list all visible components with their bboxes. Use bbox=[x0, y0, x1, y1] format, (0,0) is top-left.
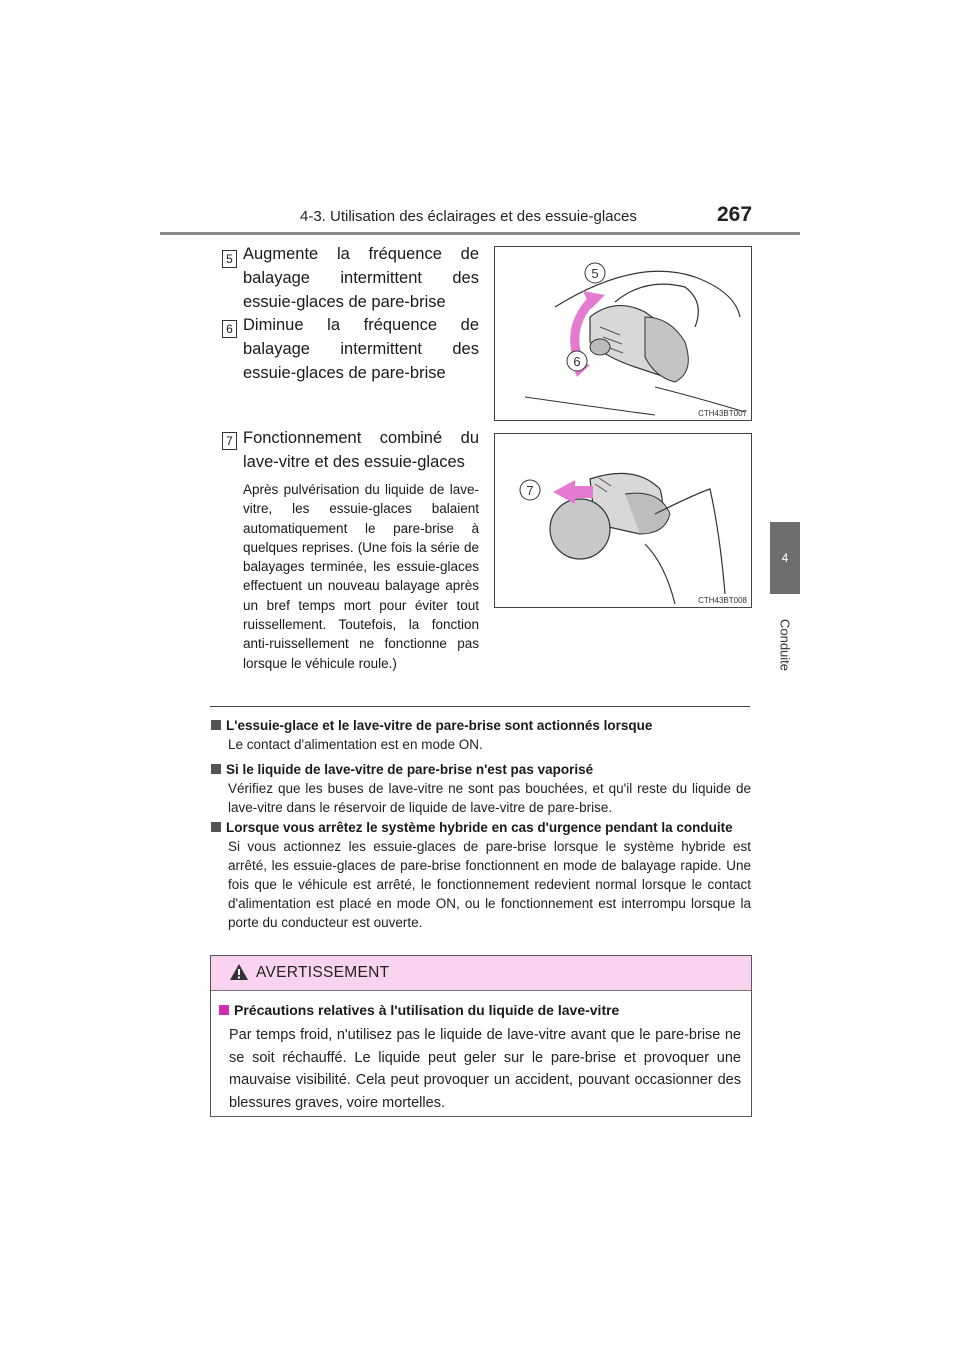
header-rule bbox=[160, 232, 800, 235]
warning-triangle-icon bbox=[229, 963, 249, 981]
callout-7: 7 bbox=[526, 483, 534, 498]
note-title: Lorsque vous arrêtez le système hybride en cas d'urgence pendant la conduite bbox=[226, 820, 733, 835]
chapter-label: Conduite bbox=[777, 618, 793, 672]
bullet-square-icon bbox=[211, 720, 221, 730]
note-body: Si vous actionnez les essuie-glaces de pare-brise lorsque le système hybride est arrêté, les essuie-glaces de pare-brise fonctionnent en mode de balayage rapide. Une fois que le véhicule est arrêté, le fonctionnement redevient normal lorsque le contact d'alimentation est placé en mode ON, ou le fonctionnement est interrompu lorsque la porte du conducteur est ouverte. bbox=[228, 839, 751, 930]
washer-illustration bbox=[495, 434, 751, 607]
note-title: L'essuie-glace et le lave-vitre de pare-brise sont actionnés lorsque bbox=[226, 718, 653, 733]
note-activation bbox=[211, 716, 751, 754]
warning-header bbox=[211, 956, 751, 991]
warning-label: AVERTISSEMENT bbox=[256, 964, 390, 981]
note-no-spray bbox=[211, 760, 751, 817]
chapter-tab[interactable] bbox=[770, 522, 800, 594]
figure-wiper-frequency bbox=[494, 246, 752, 421]
figure-washer bbox=[494, 433, 752, 608]
chapter-label-wrap bbox=[770, 600, 800, 690]
item-number-6: 6 bbox=[222, 320, 237, 338]
bullet-square-icon bbox=[219, 1005, 229, 1015]
callout-6: 6 bbox=[573, 354, 581, 369]
section-divider bbox=[210, 706, 750, 707]
item-number-5: 5 bbox=[222, 250, 237, 268]
chapter-number: 4 bbox=[781, 551, 789, 565]
note-emergency-stop bbox=[211, 818, 751, 932]
item-6-text: Diminue la fréquence de balayage intermittent des essuie-glaces de pare-brise bbox=[243, 316, 479, 382]
warning-body: Par temps froid, n'utilisez pas le liquide de lave-vitre avant que le pare-brise ne se soit réchauffé. Le liquide peut geler sur le pare-brise et provoquer une mauvaise visibilité. Cela peut provoquer un accident, pouvant occasionner des blessures graves, voire mortelles. bbox=[229, 1027, 741, 1111]
figure-caption: CTH43BT008 bbox=[698, 596, 747, 605]
warning-title: Précautions relatives à l'utilisation du liquide de lave-vitre bbox=[234, 1002, 620, 1018]
callout-5: 5 bbox=[591, 266, 599, 281]
item-7-text: Fonctionnement combiné du lave-vitre et des essuie-glaces bbox=[243, 429, 479, 471]
note-title: Si le liquide de lave-vitre de pare-brise n'est pas vaporisé bbox=[226, 762, 594, 777]
page-number: 267 bbox=[717, 203, 753, 226]
note-body: Le contact d'alimentation est en mode ON. bbox=[228, 737, 483, 752]
item-number-7: 7 bbox=[222, 432, 237, 450]
wiper-frequency-illustration bbox=[495, 247, 751, 420]
item-5-text: Augmente la fréquence de balayage intermittent des essuie-glaces de pare-brise bbox=[243, 245, 479, 311]
note-body: Vérifiez que les buses de lave-vitre ne sont pas bouchées, et qu'il reste du liquide de lave-vitre dans le réservoir de liquide de lave-vitre de pare-brise. bbox=[228, 781, 751, 815]
section-title: 4-3. Utilisation des éclairages et des essuie-glaces bbox=[300, 208, 637, 225]
bullet-square-icon bbox=[211, 764, 221, 774]
warning-box bbox=[210, 955, 752, 1117]
figure-caption: CTH43BT007 bbox=[698, 409, 747, 418]
bullet-square-icon bbox=[211, 822, 221, 832]
item-7-description: Après pulvérisation du liquide de lave-vitre, les essuie-glaces balaient automatiquement le pare-brise à quelques reprises. (Une fois la série de balayages terminée, les essuie-glaces effectuent un nouveau balayage après un bref temps mort pour éviter tout ruissellement. Toutefois, la fonction anti-ruissellement ne fonctionne pas lorsque le véhicule roule.) bbox=[243, 482, 479, 671]
